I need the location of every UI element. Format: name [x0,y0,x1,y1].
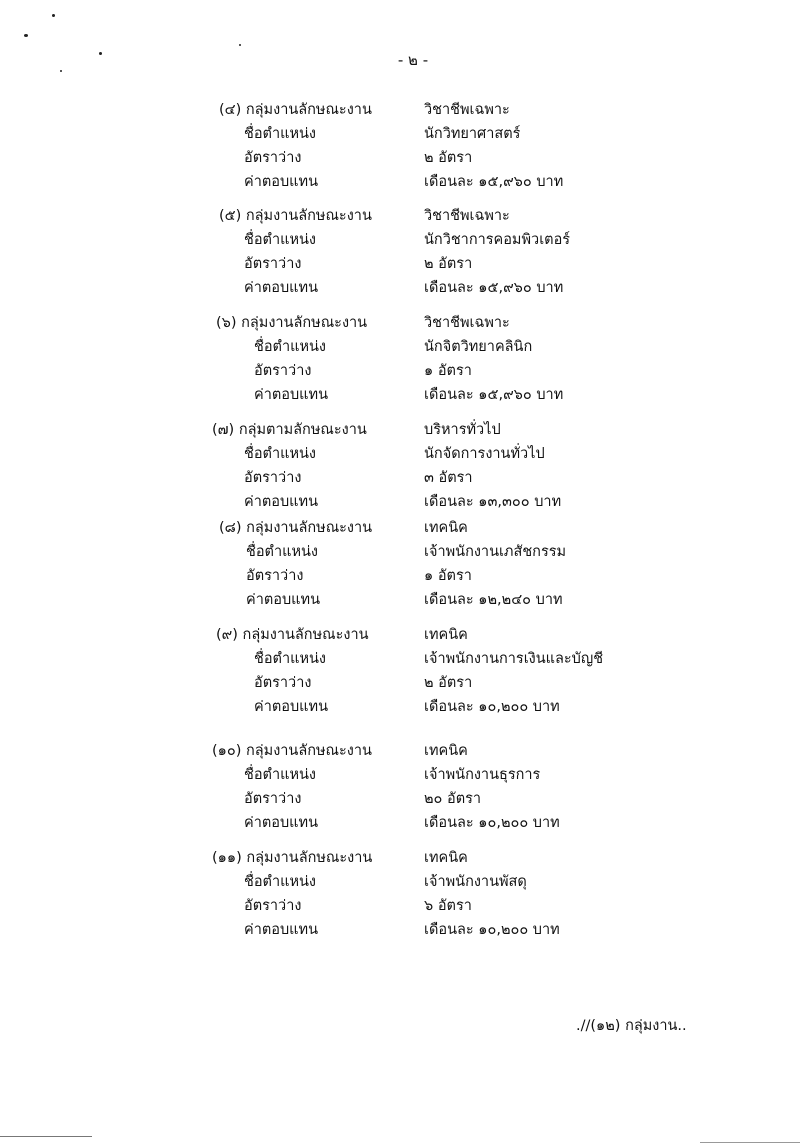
position-title-label: ชื่อตำแหน่ง [244,126,317,142]
salary-value: เดือนละ ๑๓,๓๐๐ บาท [424,494,562,510]
salary-value: เดือนละ ๑๐,๒๐๐ บาท [424,922,560,938]
vacancy-value: ๓ อัตรา [424,470,473,486]
vacancy-row [0,894,800,918]
group-heading-row [0,311,800,335]
salary-value: เดือนละ ๑๕,๙๖๐ บาท [424,174,564,190]
position-title-row [0,228,800,252]
group-heading: (๖) กลุ่มงานลักษณะงาน [216,315,368,331]
salary-label: ค่าตอบแทน [244,922,318,938]
vacancy-value: ๒๐ อัตรา [424,791,482,807]
salary-label: ค่าตอบแทน [244,494,318,510]
vacancy-label: อัตราว่าง [244,150,302,166]
group-category: บริหารทั่วไป [424,422,501,438]
position-title-value: เจ้าพนักงานพัสดุ [424,874,527,890]
scan-speck [24,34,28,37]
position-title-row [0,870,800,894]
position-title-label: ชื่อตำแหน่ง [244,874,317,890]
salary-value: เดือนละ ๑๐,๒๐๐ บาท [424,815,560,831]
vacancy-row [0,146,800,170]
vacancy-row [0,564,800,588]
vacancy-row [0,466,800,490]
salary-row [0,490,800,514]
position-title-label: ชื่อตำแหน่ง [254,651,327,667]
salary-label: ค่าตอบแทน [254,699,328,715]
group-heading-row [0,204,800,228]
vacancy-label: อัตราว่าง [254,675,312,691]
scan-speck [239,44,241,46]
group-heading-row [0,98,800,122]
vacancy-row [0,252,800,276]
salary-row [0,588,800,612]
group-heading: (๑๐) กลุ่มงานลักษณะงาน [212,743,372,759]
group-heading: (๙) กลุ่มงานลักษณะงาน [216,627,369,643]
vacancy-row [0,787,800,811]
salary-row [0,276,800,300]
group-heading-row [0,418,800,442]
group-category: เทคนิค [424,850,468,866]
salary-row [0,918,800,942]
salary-value: เดือนละ ๑๐,๒๐๐ บาท [424,699,560,715]
group-heading-row [0,846,800,870]
salary-row [0,695,800,719]
vacancy-label: อัตราว่าง [246,568,304,584]
vacancy-value: ๒ อัตรา [424,675,473,691]
position-title-label: ชื่อตำแหน่ง [244,446,317,462]
group-heading: (๕) กลุ่มงานลักษณะงาน [219,208,372,224]
vacancy-value: ๖ อัตรา [424,898,472,914]
salary-row [0,811,800,835]
group-category: วิชาชีพเฉพาะ [424,208,510,224]
scan-speck [52,14,55,17]
group-heading-row [0,739,800,763]
vacancy-label: อัตราว่าง [244,791,302,807]
vacancy-value: ๑ อัตรา [424,363,472,379]
group-heading: (๑๑) กลุ่มงานลักษณะงาน [212,850,373,866]
position-title-row [0,763,800,787]
group-heading: (๗) กลุ่มตามลักษณะงาน [212,422,367,438]
salary-label: ค่าตอบแทน [244,815,318,831]
salary-row [0,170,800,194]
salary-label: ค่าตอบแทน [244,174,318,190]
position-title-value: นักจัดการงานทั่วไป [424,446,545,462]
position-title-label: ชื่อตำแหน่ง [254,339,327,355]
group-heading-row [0,516,800,540]
position-title-value: เจ้าพนักงานธุรการ [424,767,541,783]
group-category: เทคนิค [424,627,468,643]
vacancy-value: ๒ อัตรา [424,256,473,272]
position-title-label: ชื่อตำแหน่ง [246,544,319,560]
position-title-label: ชื่อตำแหน่ง [244,232,317,248]
page-number: - ๒ - [397,51,429,69]
group-heading: (๔) กลุ่มงานลักษณะงาน [219,102,372,118]
salary-label: ค่าตอบแทน [254,387,328,403]
position-title-row [0,540,800,564]
vacancy-row [0,671,800,695]
position-title-row [0,122,800,146]
group-category: วิชาชีพเฉพาะ [424,315,510,331]
salary-value: เดือนละ ๑๒,๒๔๐ บาท [424,592,563,608]
group-heading: (๘) กลุ่มงานลักษณะงาน [219,520,373,536]
position-title-row [0,442,800,466]
salary-label: ค่าตอบแทน [246,592,320,608]
salary-value: เดือนละ ๑๕,๙๖๐ บาท [424,280,564,296]
group-category: เทคนิค [424,520,468,536]
position-title-row [0,335,800,359]
scan-edge-line [0,1136,92,1137]
position-title-label: ชื่อตำแหน่ง [244,767,317,783]
position-title-value: เจ้าพนักงานเภสัชกรรม [424,544,567,560]
position-title-value: นักจิตวิทยาคลินิก [424,339,533,355]
position-title-row [0,647,800,671]
position-title-value: นักวิชาการคอมพิวเตอร์ [424,232,571,248]
vacancy-row [0,359,800,383]
salary-value: เดือนละ ๑๕,๙๖๐ บาท [424,387,564,403]
group-category: วิชาชีพเฉพาะ [424,102,510,118]
continuation-note: .//(๑๒) กลุ่มงาน.. [576,1018,687,1034]
vacancy-value: ๒ อัตรา [424,150,473,166]
vacancy-label: อัตราว่าง [244,898,302,914]
scan-edge-line [700,1142,800,1143]
vacancy-label: อัตราว่าง [254,363,312,379]
vacancy-label: อัตราว่าง [244,256,302,272]
position-title-value: เจ้าพนักงานการเงินและบัญชี [424,651,604,667]
group-heading-row [0,623,800,647]
vacancy-value: ๑ อัตรา [424,568,472,584]
vacancy-label: อัตราว่าง [244,470,302,486]
salary-row [0,383,800,407]
group-category: เทคนิค [424,743,468,759]
salary-label: ค่าตอบแทน [244,280,318,296]
position-title-value: นักวิทยาศาสตร์ [424,126,521,142]
